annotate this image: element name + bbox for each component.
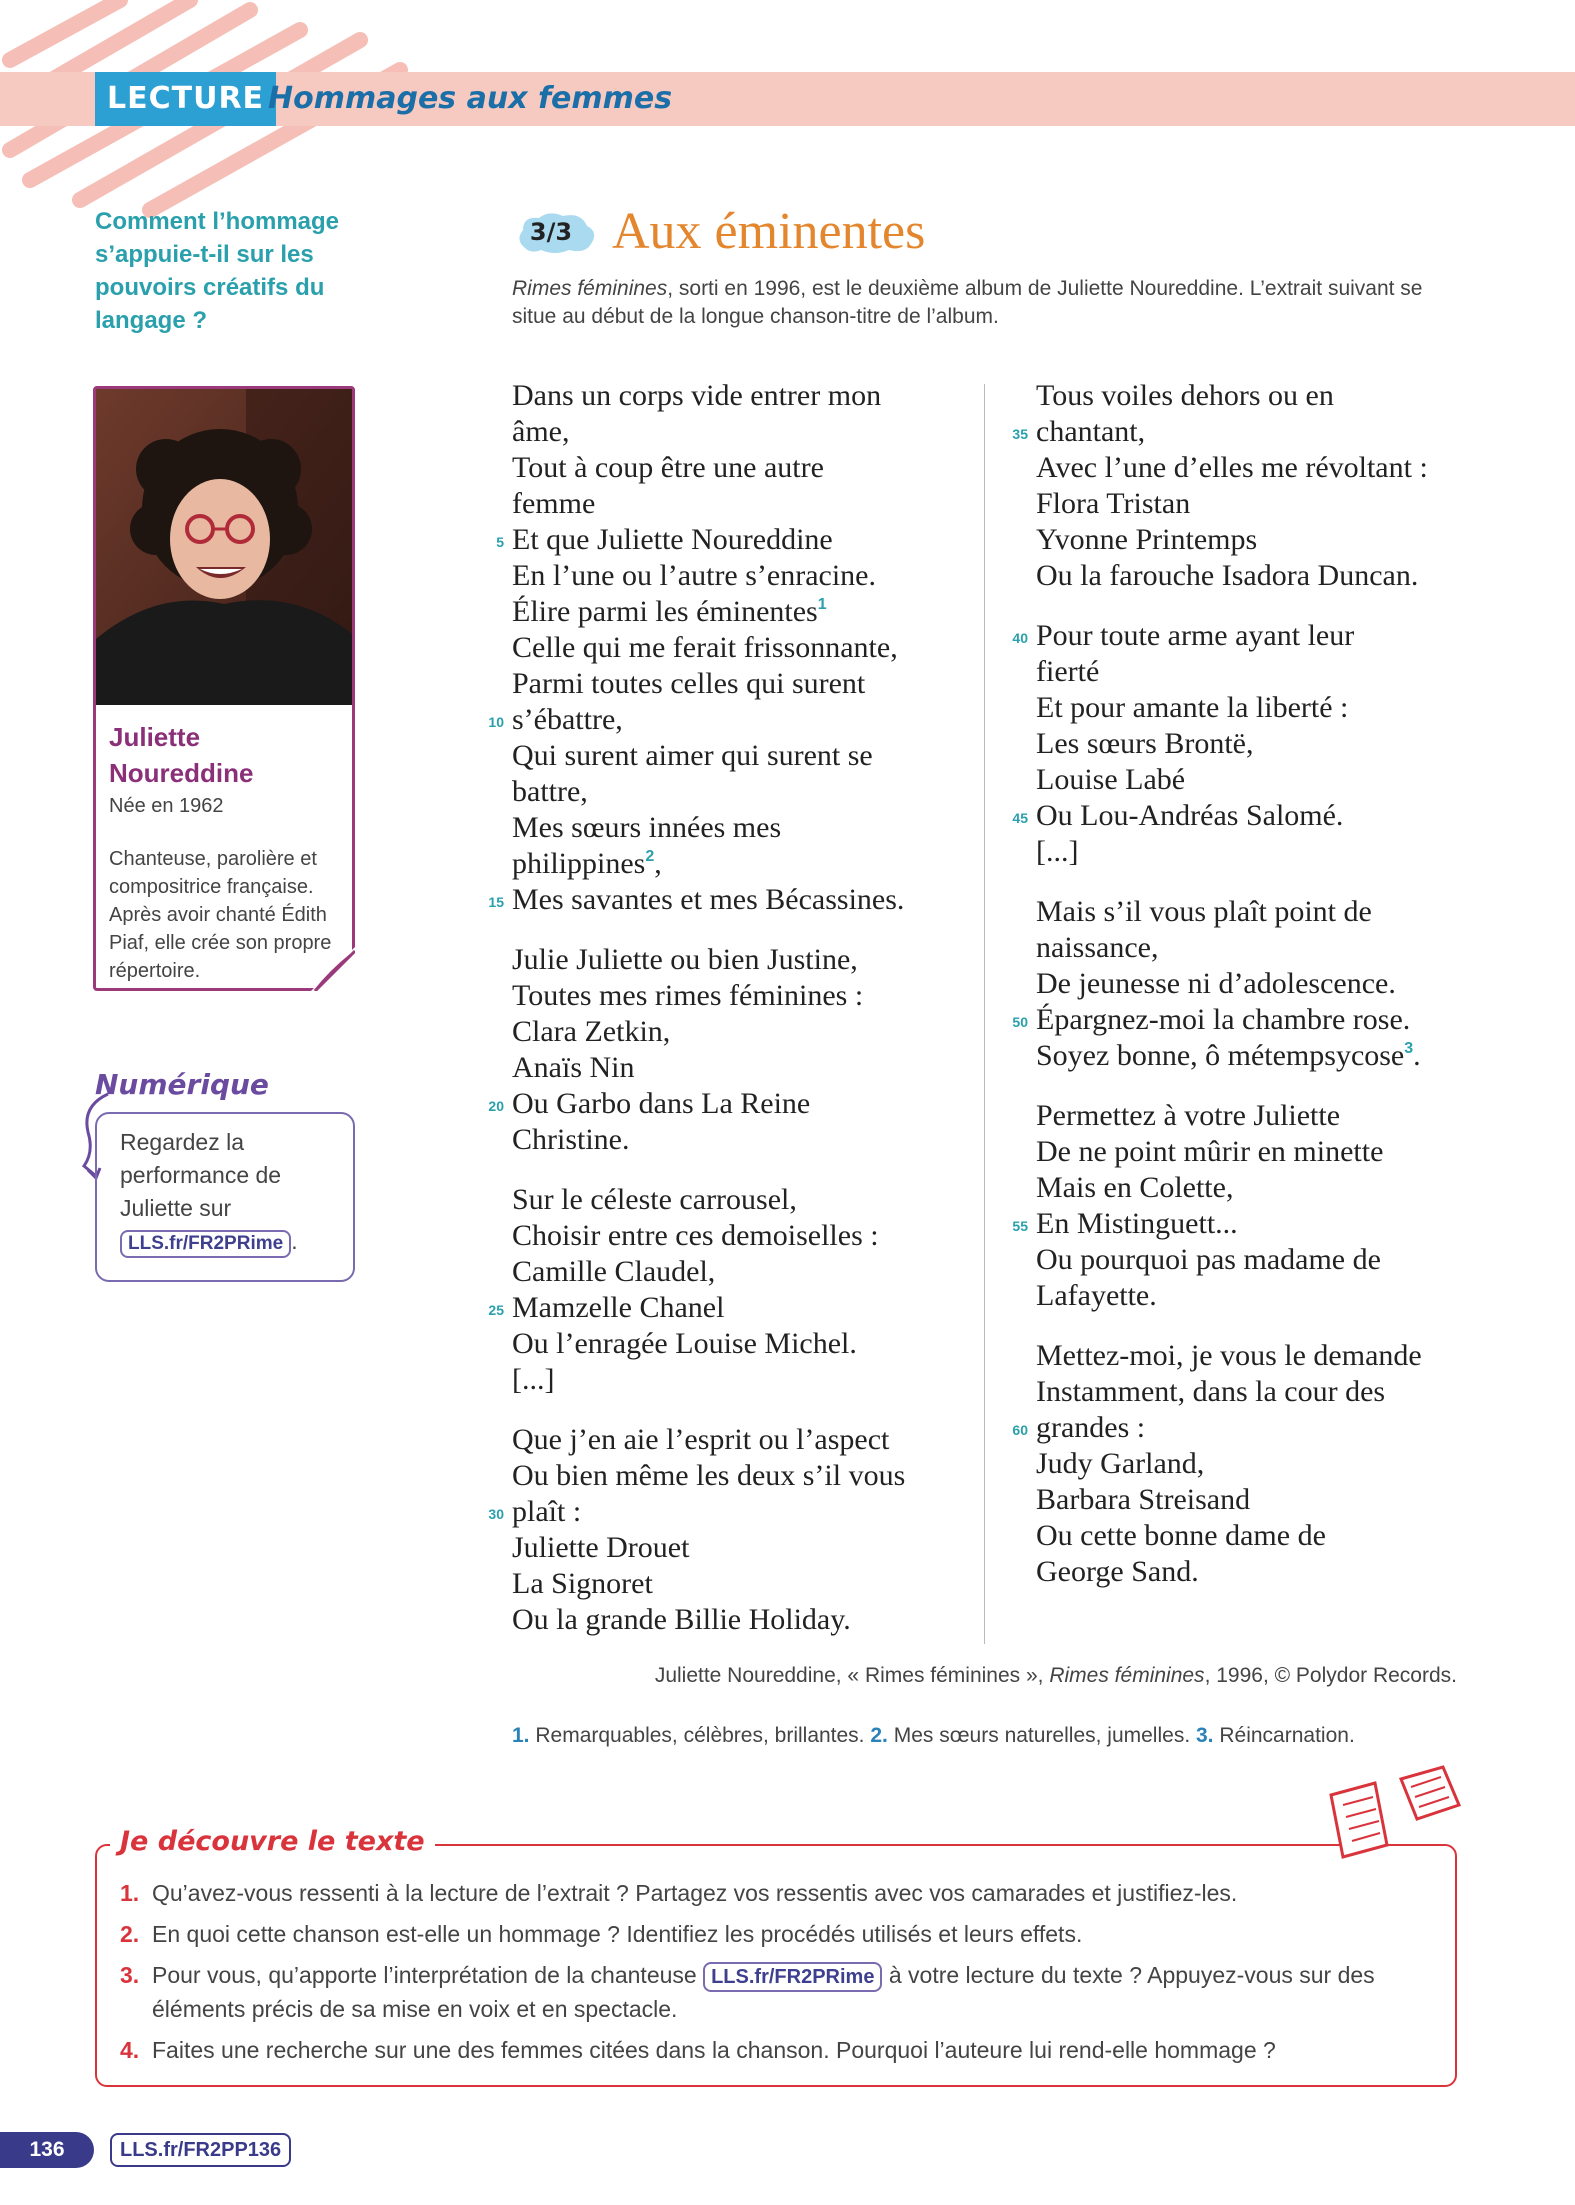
papers-icon <box>1325 1765 1465 1865</box>
poem-line <box>1012 798 1506 834</box>
poem-line <box>1036 1278 1506 1314</box>
exercise-question <box>120 1917 1420 1951</box>
poem-line-text: s’ébattre, <box>512 703 623 736</box>
author-description: Chanteuse, parolière et compositrice française. Après avoir chanté Édith Piaf, elle crée son propre répertoire. <box>109 848 332 982</box>
poem-line-text: Mamzelle Chanel <box>512 1291 725 1324</box>
poem-line-text: De jeunesse ni d’adolescence. <box>1036 967 1396 1000</box>
poem-line <box>1036 1554 1506 1590</box>
line-number: 40 <box>1012 630 1028 646</box>
poem-line-text: Juliette Drouet <box>512 1531 690 1564</box>
page-fold-icon <box>311 947 355 991</box>
poem-line-text: Élire parmi les éminentes <box>512 595 818 628</box>
footnote-marker: 2 <box>645 848 655 865</box>
footnote-text: Réincarnation. <box>1219 1724 1355 1747</box>
numerique-text <box>120 1126 350 1258</box>
exercise-question <box>120 2033 1420 2067</box>
poem-line-text: George Sand. <box>1036 1555 1199 1588</box>
question-text: En quoi cette chanson est-elle un hommage ? Identifiez les procédés utilisés et leurs effets. <box>152 1921 1083 1947</box>
poem-line <box>512 1602 972 1638</box>
poem-line-text: Anaïs Nin <box>512 1051 635 1084</box>
credit-pre: Juliette Noureddine, « Rimes féminines », <box>654 1664 1050 1687</box>
question-text: Qu’avez-vous ressenti à la lecture de l’extrait ? Partagez vos ressentis avec vos camarades et justifiez-les. <box>152 1880 1238 1906</box>
poem-line-text: Dans un corps vide entrer mon <box>512 379 882 412</box>
poem-column-1 <box>488 378 972 1638</box>
poem-line-text: Ou Garbo dans La Reine <box>512 1087 811 1120</box>
poem-line-text: Camille Claudel, <box>512 1255 716 1288</box>
numerique-end: . <box>291 1228 298 1254</box>
poem-line-punct: , <box>654 847 662 880</box>
poem-line <box>1036 654 1506 690</box>
poem-line <box>1036 558 1506 594</box>
poem-line-text: En l’une ou l’autre s’enracine. <box>512 559 876 592</box>
poem-line-text: battre, <box>512 775 588 808</box>
poem-line <box>512 942 972 978</box>
poem-line <box>1036 834 1506 870</box>
column-divider <box>984 384 985 1644</box>
poem-line-text: [...] <box>1036 835 1079 868</box>
poem-line <box>1012 1002 1506 1038</box>
poem-line <box>512 1362 972 1398</box>
stanza-gap <box>1036 870 1506 894</box>
poem-line <box>512 1122 972 1158</box>
line-number: 50 <box>1012 1014 1028 1030</box>
poem-line-text: Yvonne Printemps <box>1036 523 1258 556</box>
poem-line <box>512 450 972 486</box>
poem-line <box>488 1494 972 1530</box>
poem-line <box>1036 1374 1506 1410</box>
line-number: 20 <box>488 1098 504 1114</box>
poem-line <box>512 558 972 594</box>
footnote-number: 2. <box>870 1724 888 1747</box>
poem-line-text: Ou la grande Billie Holiday. <box>512 1603 851 1636</box>
poem-line <box>1012 1206 1506 1242</box>
poem-line <box>1036 1482 1506 1518</box>
poem-column-2 <box>1012 378 1506 1590</box>
poem-line <box>1036 486 1506 522</box>
poem-line <box>1012 1410 1506 1446</box>
poem-line <box>512 1182 972 1218</box>
stanza-gap <box>1036 1074 1506 1098</box>
credit-post: , 1996, © Polydor Records. <box>1204 1664 1457 1687</box>
question-number: 1. <box>120 1880 140 1906</box>
question-number: 4. <box>120 2037 140 2063</box>
intro-text <box>512 275 1462 331</box>
poem-line-text: Les sœurs Brontë, <box>1036 727 1254 760</box>
performance-link[interactable]: LLS.fr/FR2PRime <box>703 1962 882 1992</box>
footnote-number: 3. <box>1196 1724 1214 1747</box>
poem-line <box>1012 414 1506 450</box>
poem-line-text: Que j’en aie l’esprit ou l’aspect <box>512 1423 890 1456</box>
poem-line-text: plaît : <box>512 1495 582 1528</box>
poem-line <box>512 630 972 666</box>
poem-line <box>496 522 972 558</box>
line-number: 15 <box>488 894 504 910</box>
poem-line <box>512 774 972 810</box>
poem-line <box>512 666 972 702</box>
poem-line-text: Celle qui me ferait frissonnante, <box>512 631 898 664</box>
line-number: 30 <box>488 1506 504 1522</box>
poem-line-text: Ou l’enragée Louise Michel. <box>512 1327 857 1360</box>
exercise-questions <box>120 1876 1420 2074</box>
poem-line-text: Mes sœurs innées mes <box>512 811 782 844</box>
poem-line <box>512 1014 972 1050</box>
poem-line-text: fierté <box>1036 655 1100 688</box>
poem-line <box>512 1458 972 1494</box>
poem-line <box>1036 1038 1506 1074</box>
poem-line-text: Permettez à votre Juliette <box>1036 1099 1341 1132</box>
source-credit <box>655 1664 1457 1688</box>
line-number: 25 <box>488 1302 504 1318</box>
line-number: 10 <box>488 714 504 730</box>
poem-line-text: Flora Tristan <box>1036 487 1191 520</box>
credit-album: Rimes féminines <box>1049 1664 1205 1687</box>
poem-line-text: Parmi toutes celles qui surent <box>512 667 866 700</box>
poem-line <box>1012 618 1506 654</box>
poem-line-text: Ou cette bonne dame de <box>1036 1519 1326 1552</box>
poem-line <box>1036 1338 1506 1374</box>
poem-line-text: Pour toute arme ayant leur <box>1036 619 1355 652</box>
poem-line-text: Mes savantes et mes Bécassines. <box>512 883 905 916</box>
poem-line <box>512 978 972 1014</box>
stanza-gap <box>512 1398 972 1422</box>
poem-line <box>1036 726 1506 762</box>
poem-line <box>512 738 972 774</box>
poem-line <box>488 702 972 738</box>
part-badge: 3/3 <box>529 218 573 246</box>
poem-line <box>512 1326 972 1362</box>
poem-line <box>512 486 972 522</box>
poem-line <box>1036 378 1506 414</box>
footnote-text: Remarquables, célèbres, brillantes. <box>535 1724 865 1747</box>
poem-line-text: Avec l’une d’elles me révoltant : <box>1036 451 1428 484</box>
section-title: Hommages aux femmes <box>268 81 673 116</box>
intro-body: , sorti en 1996, est le deuxième album de Juliette Noureddine. L’extrait suivant se situe au début de la longue chanson-titre de l’album. <box>512 277 1423 328</box>
poem-line-text: De ne point mûrir en minette <box>1036 1135 1384 1168</box>
question-text: à votre lecture du texte ? Appuyez-vous sur des éléments précis de sa mise en voix et en spectacle. <box>152 1962 1375 2022</box>
author-birth: Née en 1962 <box>109 795 224 817</box>
poem-line-text: Qui surent aimer qui surent se <box>512 739 873 772</box>
poem-line-text: Christine. <box>512 1123 630 1156</box>
poem-line-text: Tous voiles dehors ou en <box>1036 379 1334 412</box>
poem-line <box>1036 522 1506 558</box>
question-number: 3. <box>120 1962 140 1988</box>
poem-line <box>512 1218 972 1254</box>
poem-line-text: âme, <box>512 415 570 448</box>
numerique-title: Numérique <box>95 1068 269 1101</box>
poem-line-text: Ou Lou-Andréas Salomé. <box>1036 799 1344 832</box>
poem-line-text: Sur le céleste carrousel, <box>512 1183 797 1216</box>
poem-line-text: Barbara Streisand <box>1036 1483 1251 1516</box>
question-text-pre: Pour vous, qu’apporte l’interprétation de la chanteuse <box>152 1962 704 1988</box>
poem-line-text: [...] <box>512 1363 555 1396</box>
page-number: 136 <box>0 2132 94 2168</box>
stanza-gap <box>512 1158 972 1182</box>
poem-line <box>512 1566 972 1602</box>
poem-line-text: Et pour amante la liberté : <box>1036 691 1349 724</box>
poem-line-text: Instamment, dans la cour des <box>1036 1375 1386 1408</box>
author-photo <box>96 389 352 705</box>
poem-line <box>1036 1134 1506 1170</box>
footnotes <box>512 1724 1355 1748</box>
page-link[interactable]: LLS.fr/FR2PP136 <box>110 2133 291 2167</box>
poem-line-text: Et que Juliette Noureddine <box>512 523 833 556</box>
poem-line <box>1036 1446 1506 1482</box>
poem-line-text: Tout à coup être une autre <box>512 451 824 484</box>
numerique-text-body: Regardez la performance de Juliette sur <box>120 1129 282 1221</box>
poem-line-text: Ou la farouche Isadora Duncan. <box>1036 559 1419 592</box>
poem-line-text: femme <box>512 487 596 520</box>
poem-line-text: naissance, <box>1036 931 1159 964</box>
stanza-gap <box>1036 594 1506 618</box>
poem-line-text: Épargnez-moi la chambre rose. <box>1036 1003 1411 1036</box>
footnote-marker: 3 <box>1404 1040 1414 1057</box>
exercise-question <box>120 1958 1420 2026</box>
poem-line <box>512 378 972 414</box>
poem-line-text: Lafayette. <box>1036 1279 1157 1312</box>
poem-line-text: Ou bien même les deux s’il vous <box>512 1459 906 1492</box>
performance-link[interactable]: LLS.fr/FR2PRime <box>120 1230 291 1258</box>
stanza-gap <box>512 918 972 942</box>
poem-line <box>512 594 972 630</box>
poem-line <box>1036 894 1506 930</box>
section-tag: LECTURE <box>95 72 276 126</box>
poem-line <box>512 810 972 846</box>
poem-line-text: Toutes mes rimes féminines : <box>512 979 864 1012</box>
question-number: 2. <box>120 1921 140 1947</box>
poem-line <box>512 414 972 450</box>
poem-line <box>1036 762 1506 798</box>
poem-line-text: Louise Labé <box>1036 763 1186 796</box>
poem-line-text: La Signoret <box>512 1567 653 1600</box>
footnote-number: 1. <box>512 1724 530 1747</box>
poem-line-text: Mais s’il vous plaît point de <box>1036 895 1372 928</box>
line-number: 45 <box>1012 810 1028 826</box>
poem-line <box>488 1086 972 1122</box>
author-name: Juliette Noureddine <box>109 722 254 788</box>
poem-line <box>512 1530 972 1566</box>
poem-line <box>1036 450 1506 486</box>
footnote-marker: 1 <box>817 596 827 613</box>
stanza-gap <box>1036 1314 1506 1338</box>
poem-line-text: Mais en Colette, <box>1036 1171 1234 1204</box>
poem-line <box>488 1290 972 1326</box>
line-number: 55 <box>1012 1218 1028 1234</box>
line-number: 5 <box>496 534 504 550</box>
question-text: Faites une recherche sur une des femmes citées dans la chanson. Pourquoi l’auteure lui rend-elle hommage ? <box>152 2037 1276 2063</box>
guiding-question: Comment l’hommage s’appuie-t-il sur les pouvoirs créatifs du langage ? <box>95 208 340 334</box>
poem-line <box>1036 966 1506 1002</box>
line-number: 35 <box>1012 426 1028 442</box>
poem-line <box>488 882 972 918</box>
poem-line-text: Choisir entre ces demoiselles : <box>512 1219 879 1252</box>
poem-line <box>1036 690 1506 726</box>
poem-line-text: En Mistinguett... <box>1036 1207 1238 1240</box>
poem-line <box>1036 1242 1506 1278</box>
poem-line-text: Clara Zetkin, <box>512 1015 671 1048</box>
exercise-question <box>120 1876 1420 1910</box>
exercise-title: Je découvre le texte <box>110 1822 435 1862</box>
poem-line-text: Julie Juliette ou bien Justine, <box>512 943 858 976</box>
poem-line-text: Judy Garland, <box>1036 1447 1205 1480</box>
text-title: Aux éminentes <box>612 203 926 260</box>
poem-line <box>1036 930 1506 966</box>
poem-line-text: grandes : <box>1036 1411 1146 1444</box>
poem-line-text: Mettez-moi, je vous le demande <box>1036 1339 1422 1372</box>
poem-line <box>1036 1098 1506 1134</box>
footnote-text: Mes sœurs naturelles, jumelles. <box>893 1724 1191 1747</box>
author-bio-card <box>93 386 355 991</box>
line-number: 60 <box>1012 1422 1028 1438</box>
poem-line <box>512 1254 972 1290</box>
poem-line-text: philippines <box>512 847 646 880</box>
album-title: Rimes féminines <box>512 277 668 300</box>
poem-line-punct: . <box>1413 1039 1421 1072</box>
poem-line <box>1036 1170 1506 1206</box>
poem-line <box>512 1050 972 1086</box>
poem-line-text: Ou pourquoi pas madame de <box>1036 1243 1381 1276</box>
poem-line <box>1036 1518 1506 1554</box>
poem-line <box>512 1422 972 1458</box>
poem-line <box>512 846 972 882</box>
poem-line-text: Soyez bonne, ô métempsycose <box>1036 1039 1405 1072</box>
poem-line-text: chantant, <box>1036 415 1146 448</box>
